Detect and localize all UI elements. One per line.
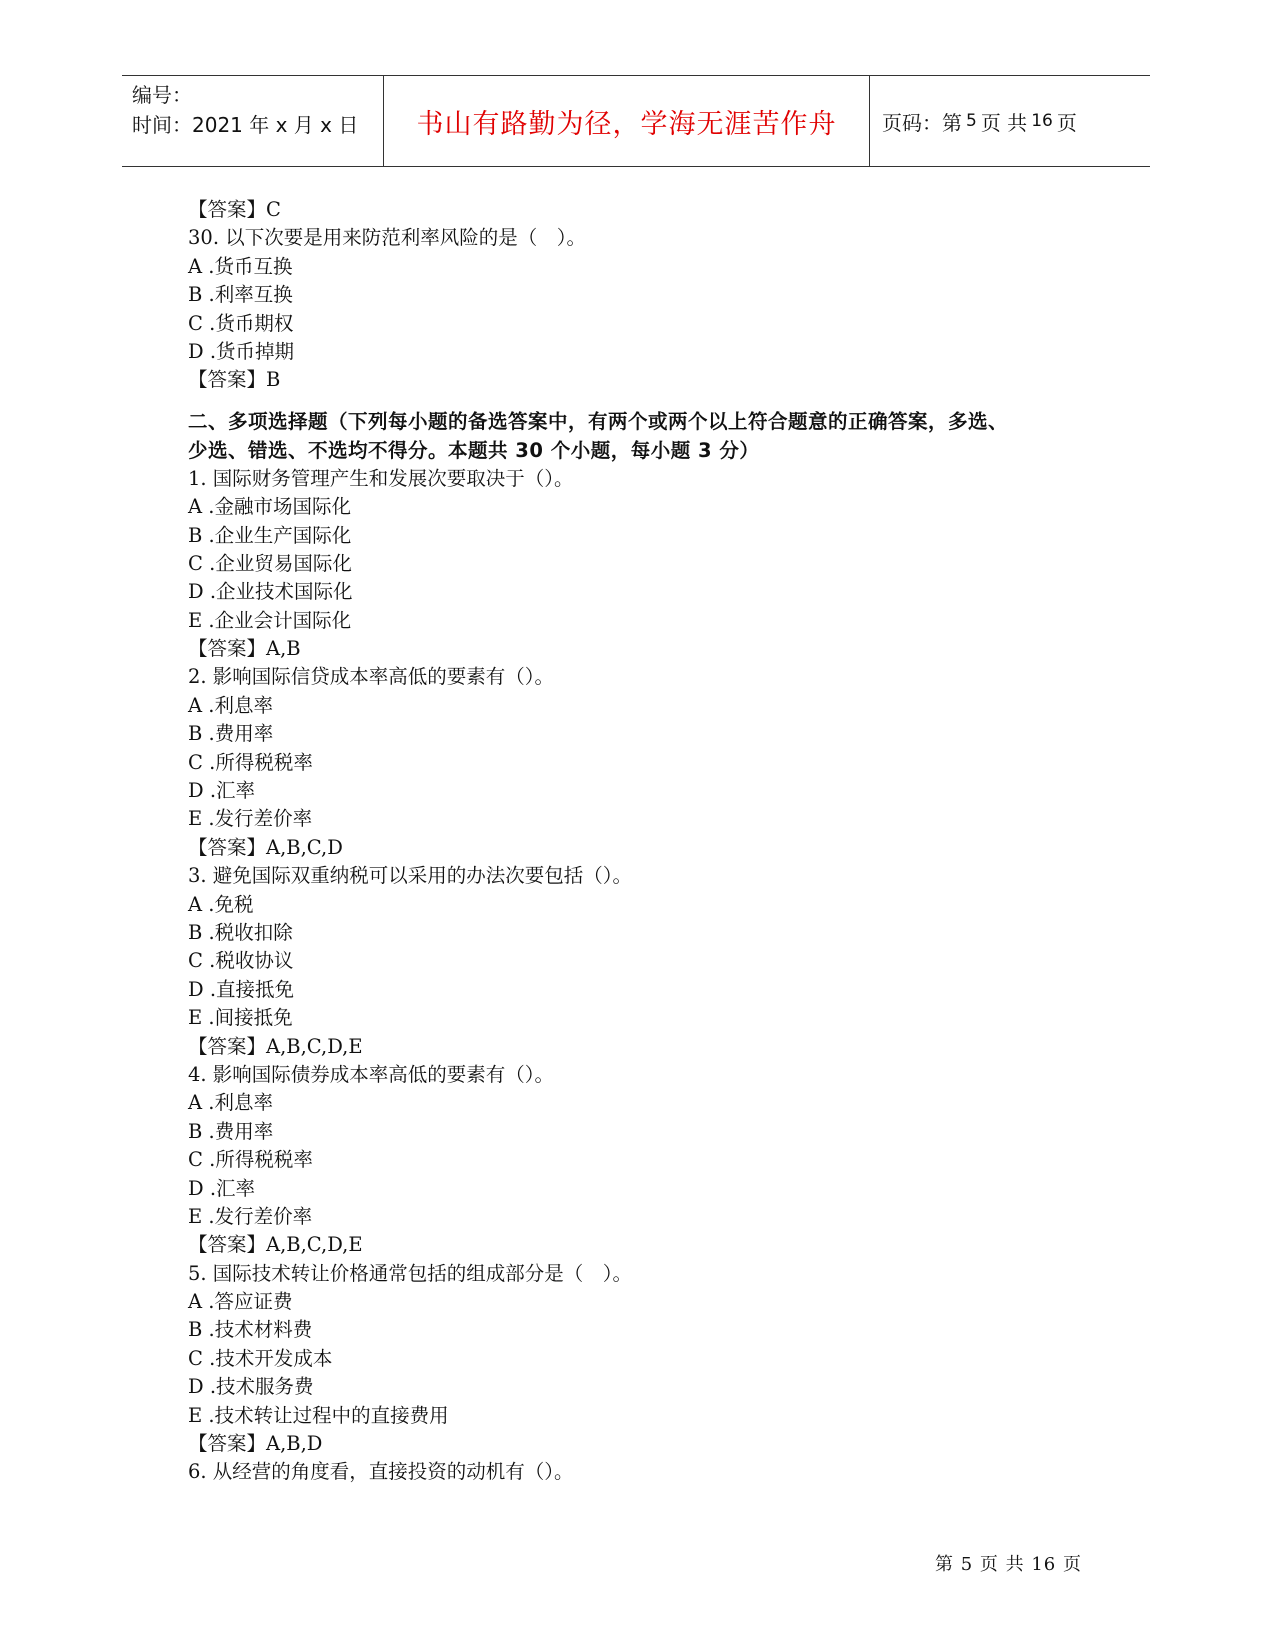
text-line: C .技术开发成本 bbox=[188, 1346, 333, 1370]
text-line: B .技术材料费 bbox=[188, 1318, 313, 1342]
text-line: 【答案】C bbox=[188, 198, 281, 221]
text-line: D .汇率 bbox=[188, 1176, 256, 1200]
text-line: B .企业生产国际化 bbox=[188, 523, 352, 547]
text-line: D .货币掉期 bbox=[188, 339, 295, 363]
text-line: 【答案】A,B,D bbox=[188, 1432, 323, 1456]
text-line: 30. 以下次要是用来防范利率风险的是（ ）。 bbox=[188, 226, 586, 250]
text-line: A .利息率 bbox=[188, 693, 273, 717]
question-block-bottom bbox=[188, 465, 1128, 1487]
text-line: 4. 影响国际债券成本率高低的要素有（）。 bbox=[188, 1062, 555, 1086]
text-line: D .直接抵免 bbox=[188, 977, 295, 1001]
time-label: 时间：2021 年 x 月 x 日 bbox=[132, 113, 359, 137]
text-line: A .货币互换 bbox=[188, 254, 293, 278]
text-line: E .技术转让过程中的直接费用 bbox=[188, 1403, 449, 1427]
serial-label: 编号： bbox=[132, 83, 192, 107]
text-line: C .货币期权 bbox=[188, 311, 294, 335]
page-current: 5 bbox=[966, 111, 977, 131]
section-title-continued: 少选、错选、不选均不得分。本题共 30 个小题，每小题 3 分） bbox=[188, 438, 760, 462]
question-block-top bbox=[188, 196, 1128, 395]
text-line: 6. 从经营的角度看，直接投资的动机有（）。 bbox=[188, 1460, 574, 1484]
text-line: D .汇率 bbox=[188, 779, 256, 803]
header-motto: 书山有路勤为径，学海无涯苦作舟 bbox=[384, 76, 870, 166]
page-mid: 页 共 bbox=[980, 110, 1028, 135]
section-title: 二、多项选择题（下列每小题的备选答案中，有两个或两个以上符合题意的正确答案，多选、 bbox=[188, 409, 1009, 433]
text-line: E .间接抵免 bbox=[188, 1006, 293, 1030]
text-line: C .企业贸易国际化 bbox=[188, 551, 352, 575]
document-body bbox=[188, 196, 1128, 1487]
page-footer: 第 5 页 共 16 页 bbox=[935, 1554, 1082, 1575]
page-suffix: 页 bbox=[1056, 110, 1077, 135]
text-line: E .企业会计国际化 bbox=[188, 608, 352, 632]
text-line: 【答案】A,B,C,D,E bbox=[188, 1034, 363, 1058]
text-line: A .金融市场国际化 bbox=[188, 495, 351, 519]
text-line: 3. 避免国际双重纳税可以采用的办法次要包括（）。 bbox=[188, 864, 633, 888]
text-line: C .税收协议 bbox=[188, 949, 294, 973]
text-line: B .利率互换 bbox=[188, 283, 293, 307]
text-line: E .发行差价率 bbox=[188, 1204, 313, 1228]
text-line: A .免税 bbox=[188, 892, 254, 916]
page-header bbox=[122, 75, 1150, 167]
text-line: 1. 国际财务管理产生和发展次要取决于（）。 bbox=[188, 466, 574, 490]
text-line: C .所得税税率 bbox=[188, 750, 313, 774]
text-line: A .利息率 bbox=[188, 1091, 273, 1115]
page-prefix: 页码：第 bbox=[882, 110, 962, 135]
text-line: B .费用率 bbox=[188, 722, 274, 746]
header-meta bbox=[122, 76, 384, 166]
text-line: B .费用率 bbox=[188, 1119, 274, 1143]
text-line: E .发行差价率 bbox=[188, 807, 313, 831]
text-line: 【答案】B bbox=[188, 368, 281, 392]
page-total: 16 bbox=[1031, 111, 1053, 131]
header-page-number bbox=[870, 76, 1150, 166]
text-line: D .技术服务费 bbox=[188, 1375, 314, 1399]
text-line: A .答应证费 bbox=[188, 1290, 293, 1314]
text-line: C .所得税税率 bbox=[188, 1148, 313, 1172]
text-line: 【答案】A,B,C,D bbox=[188, 835, 343, 859]
text-line: 【答案】A,B,C,D,E bbox=[188, 1233, 363, 1257]
text-line: 5. 国际技术转让价格通常包括的组成部分是（ ）。 bbox=[188, 1261, 633, 1285]
text-line: D .企业技术国际化 bbox=[188, 580, 353, 604]
text-line: 2. 影响国际信贷成本率高低的要素有（）。 bbox=[188, 665, 555, 689]
text-line: 【答案】A,B bbox=[188, 637, 301, 661]
text-line: B .税收扣除 bbox=[188, 920, 293, 944]
